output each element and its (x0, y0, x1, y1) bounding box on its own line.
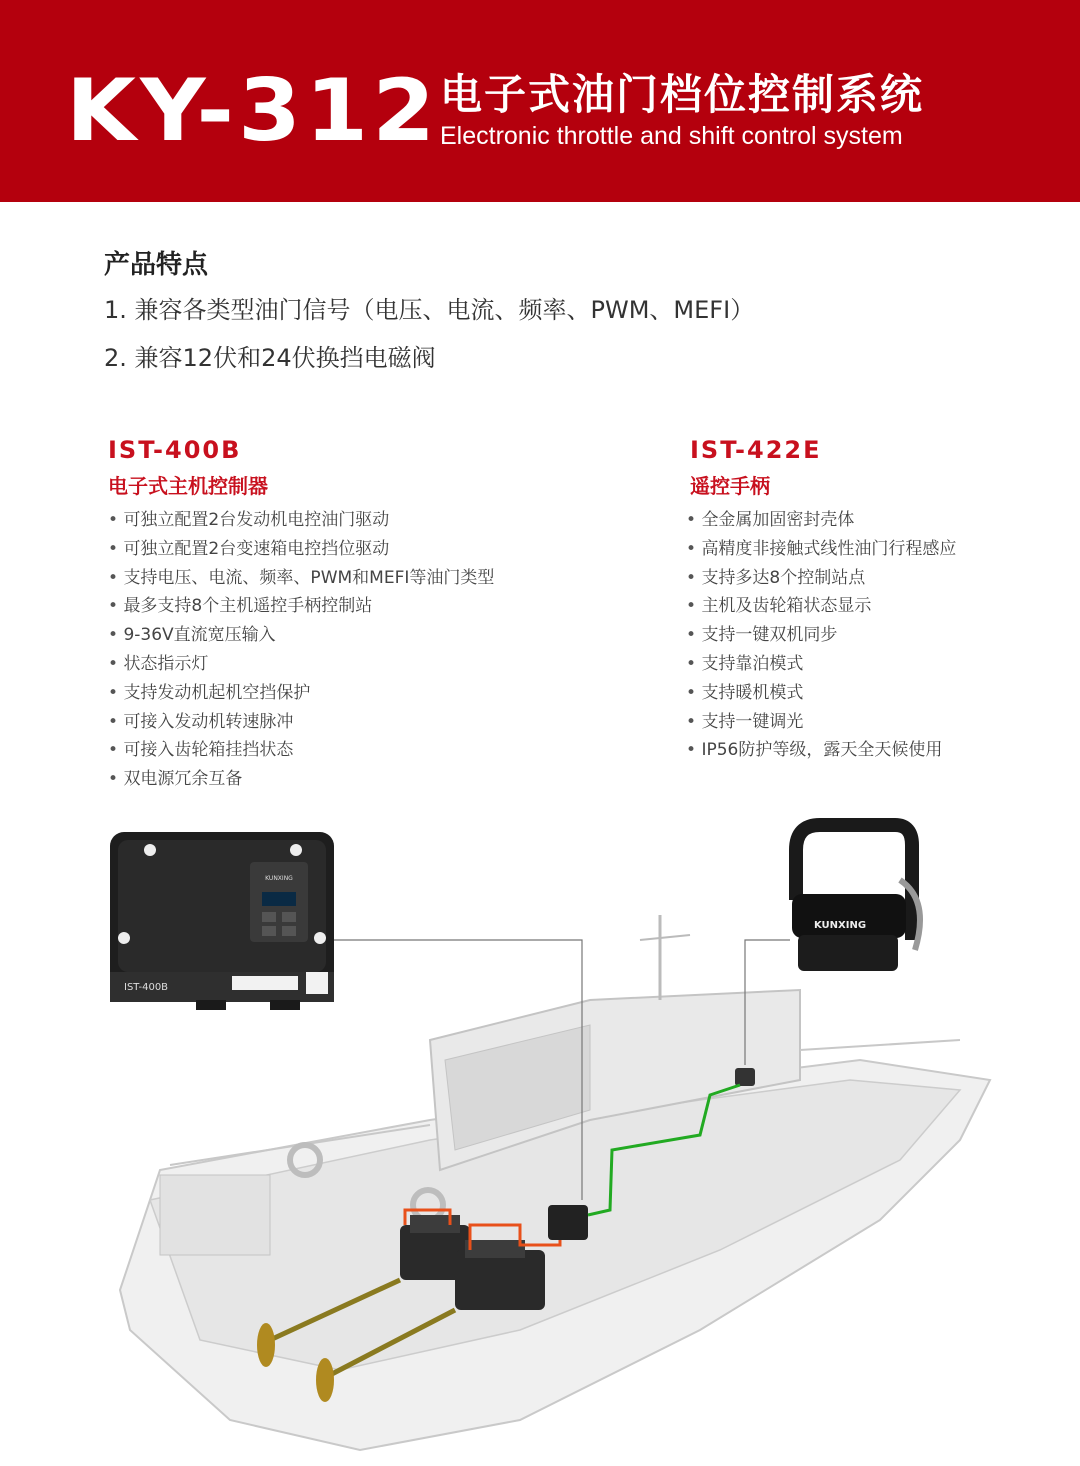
controller-image (110, 832, 334, 1010)
list-item: • 双电源冗余互备 (108, 765, 494, 794)
product-code: IST-422E (690, 436, 822, 464)
controller-brand: KUNXING (265, 875, 293, 882)
engine-starboard (455, 1240, 545, 1310)
feature-item: 1. 兼容各类型油门信号（电压、电流、频率、PWM、MEFI） (104, 296, 755, 324)
list-item: • 可独立配置2台变速箱电控挡位驱动 (108, 535, 494, 564)
list-item: • 主机及齿轮箱状态显示 (686, 592, 956, 621)
list-item: • 支持暖机模式 (686, 679, 956, 708)
list-item: • 状态指示灯 (108, 650, 494, 679)
list-item: • 高精度非接触式线性油门行程感应 (686, 535, 956, 564)
list-item: • 9-36V直流宽压输入 (108, 621, 494, 650)
feature-item: 2. 兼容12伏和24伏换挡电磁阀 (104, 344, 436, 372)
page-subtitle: Electronic throttle and shift control system (440, 122, 903, 150)
handle-installed (735, 1068, 755, 1086)
list-item: • 支持电压、电流、频率、PWM和MEFI等油门类型 (108, 564, 494, 593)
model-number: KY-312 (66, 61, 440, 161)
propeller (257, 1323, 275, 1367)
propeller (316, 1358, 334, 1402)
list-item: • 支持发动机起机空挡保护 (108, 679, 494, 708)
controller-unit-installed (548, 1205, 588, 1240)
list-item: • 支持多达8个控制站点 (686, 564, 956, 593)
list-item: • IP56防护等级，露天全天候使用 (686, 736, 956, 765)
header-banner (0, 0, 1080, 202)
product-name: 遥控手柄 (690, 474, 770, 498)
product-name: 电子式主机控制器 (108, 474, 268, 498)
list-item: • 可独立配置2台发动机电控油门驱动 (108, 506, 494, 535)
list-item: • 支持靠泊模式 (686, 650, 956, 679)
controller-label: IST-400B (124, 982, 169, 993)
list-item: • 最多支持8个主机遥控手柄控制站 (108, 592, 494, 621)
list-item: • 支持一键双机同步 (686, 621, 956, 650)
system-illustration (0, 800, 1080, 1466)
product-feature-list (686, 506, 956, 765)
product-feature-list (108, 506, 494, 794)
handle-brand: KUNXING (813, 920, 867, 931)
page-title: 电子式油门档位控制系统 (440, 70, 925, 119)
features-heading: 产品特点 (104, 250, 209, 280)
product-code: IST-400B (108, 436, 242, 464)
list-item: • 可接入发动机转速脉冲 (108, 708, 494, 737)
list-item: • 可接入齿轮箱挂挡状态 (108, 736, 494, 765)
list-item: • 全金属加固密封壳体 (686, 506, 956, 535)
list-item: • 支持一键调光 (686, 708, 956, 737)
handle-image (792, 825, 920, 971)
